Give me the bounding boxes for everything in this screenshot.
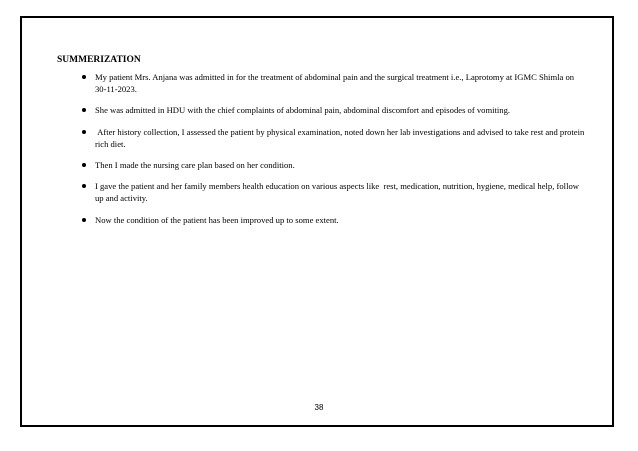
bullet-item (57, 104, 587, 116)
bullet-item (57, 180, 587, 204)
bullet-icon (82, 75, 86, 79)
bullet-icon (82, 218, 86, 222)
bullet-icon (82, 163, 86, 167)
bullet-text: I gave the patient and her family members health education on various aspects like rest, medication, nutrition, hygiene, medical help, follow up and activity. (95, 181, 582, 204)
bullet-icon (82, 184, 86, 188)
page-number: 38 (314, 403, 324, 412)
bullet-text: Now the condition of the patient has been improved up to some extent. (95, 214, 339, 225)
bullet-icon (82, 108, 86, 112)
bullet-icon (82, 130, 86, 134)
bullet-text: She was admitted in HDU with the chief complaints of abdominal pain, abdominal discomfort and episodes of vomiting. (95, 105, 511, 116)
bullet-item (57, 126, 587, 150)
bullet-item (57, 71, 587, 95)
bullet-text: After history collection, I assessed the patient by physical examination, noted down her lab investigations and advised to take rest and protein rich diet. (95, 126, 587, 149)
bullet-item (57, 159, 587, 171)
summary-bullet-list (57, 71, 587, 235)
bullet-text: Then I made the nursing care plan based on her condition. (95, 160, 295, 171)
section-heading: SUMMERIZATION (57, 55, 141, 65)
bullet-item (57, 214, 587, 226)
bullet-text: My patient Mrs. Anjana was admitted in for the treatment of abdominal pain and the surgical treatment i.e., Laprotomy at IGMC Shimla on 30-11-2023. (95, 72, 575, 95)
